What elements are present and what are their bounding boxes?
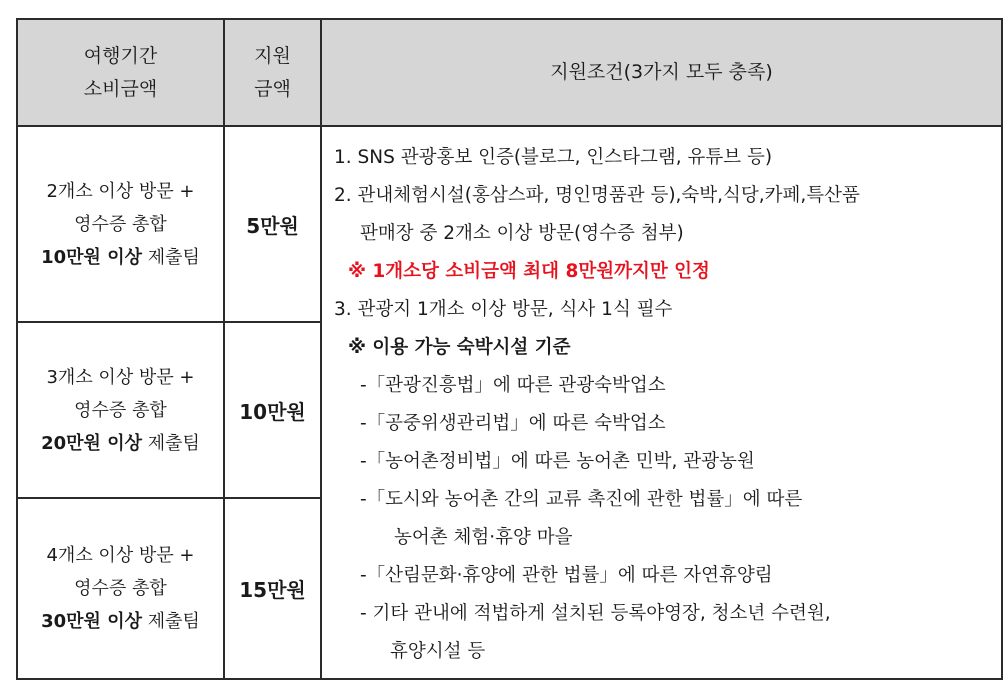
header-spending-label: 소비금액	[83, 77, 158, 100]
spending-cell	[17, 322, 224, 498]
spending-threshold: 10만원 이상	[41, 246, 142, 268]
receipt-total-text: 영수증 총합	[74, 578, 167, 599]
spending-cap-note: ※ 1개소당 소비금액 최대 8만원까지만 인정	[348, 261, 710, 282]
support-amount: 15만원	[239, 578, 306, 602]
support-amount: 5만원	[246, 213, 299, 238]
visit-count-text: 4개소 이상 방문 +	[46, 545, 195, 566]
submission-suffix: 제출팀	[141, 246, 200, 268]
submission-text	[18, 427, 223, 460]
support-table-container	[16, 18, 995, 684]
submission-suffix: 제출팀	[141, 611, 200, 632]
header-conditions-label: 지원조건(3가지 모두 충족)	[550, 61, 773, 83]
submission-text	[18, 605, 223, 638]
lodging-item: -「산림문화·휴양에 관한 법률」에 따른 자연휴양림	[360, 565, 773, 586]
table-header-row	[17, 19, 1002, 126]
lodging-criteria-heading: ※ 이용 가능 숙박시설 기준	[348, 337, 571, 358]
lodging-item: -「농어촌정비법」에 따른 농어촌 민박, 관광농원	[360, 451, 755, 472]
header-support-label: 지원	[254, 44, 291, 67]
header-amount-label: 금액	[254, 77, 291, 100]
spending-threshold: 30만원 이상	[41, 611, 142, 632]
support-amount-cell	[224, 498, 321, 679]
support-table	[16, 18, 1003, 680]
receipt-total-text: 영수증 총합	[74, 399, 167, 421]
header-travel-period-label: 여행기간	[83, 44, 158, 67]
spending-threshold: 20만원 이상	[41, 432, 142, 454]
condition-1: 1. SNS 관광홍보 인증(블로그, 인스타그램, 유튜브 등)	[334, 147, 773, 168]
lodging-item: -「도시와 농어촌 간의 교류 촉진에 관한 법률」에 따른	[360, 489, 803, 510]
spending-cell	[17, 498, 224, 679]
visit-count-text: 3개소 이상 방문 +	[46, 366, 195, 388]
header-travel-spending	[17, 19, 224, 126]
spending-cell	[17, 126, 224, 322]
header-support-amount	[224, 19, 321, 126]
table-row	[17, 126, 1002, 322]
submission-text	[18, 241, 223, 274]
lodging-item-continued: 휴양시설 등	[390, 641, 486, 662]
receipt-total-text: 영수증 총합	[74, 213, 167, 235]
condition-2-continued: 판매장 중 2개소 이상 방문(영수증 첨부)	[360, 223, 684, 244]
lodging-item: -「공중위생관리법」에 따른 숙박업소	[360, 413, 666, 434]
submission-suffix: 제출팀	[141, 432, 200, 454]
support-amount-cell	[224, 126, 321, 322]
header-support-conditions	[321, 19, 1002, 126]
condition-2: 2. 관내체험시설(홍삼스파, 명인명품관 등),숙박,식당,카페,특산품	[334, 185, 860, 206]
lodging-item-continued: 농어촌 체험·휴양 마을	[394, 527, 573, 548]
conditions-cell	[321, 126, 1002, 679]
condition-3: 3. 관광지 1개소 이상 방문, 식사 1식 필수	[334, 299, 673, 320]
visit-count-text: 2개소 이상 방문 +	[46, 180, 195, 202]
lodging-item: -「관광진흥법」에 따른 관광숙박업소	[360, 375, 666, 396]
lodging-item: - 기타 관내에 적법하게 설치된 등록야영장, 청소년 수련원,	[360, 603, 831, 624]
support-amount: 10만원	[239, 399, 306, 424]
support-amount-cell	[224, 322, 321, 498]
